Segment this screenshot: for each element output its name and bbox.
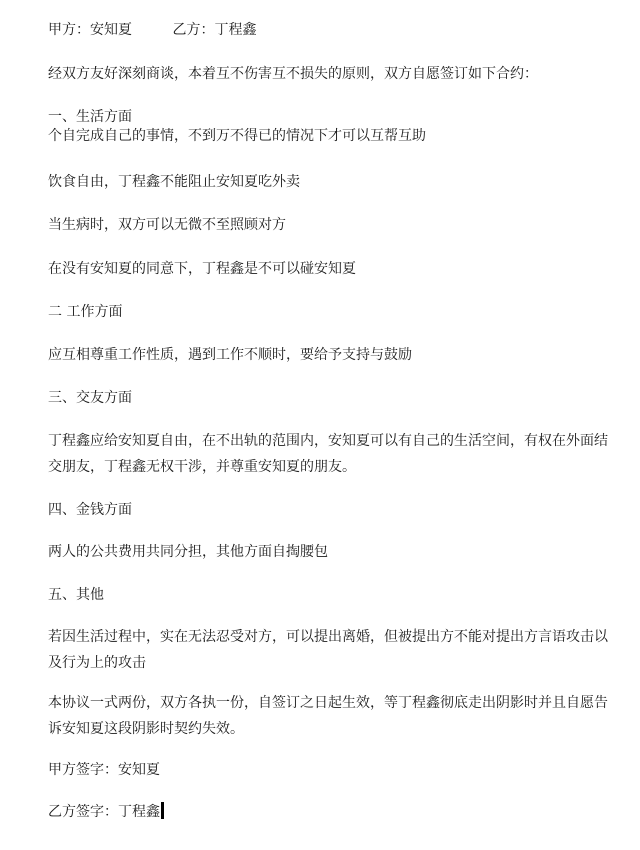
life-clause-3: 当生病时，双方可以无微不至照顾对方 xyxy=(48,217,286,233)
work-clause-1: 应互相尊重工作性质，遇到工作不顺时，要给予支持与鼓励 xyxy=(48,347,412,363)
section-heading-other: 五、其他 xyxy=(48,587,104,603)
party-b-label: 乙方：丁程鑫 xyxy=(172,22,257,38)
section-heading-life: 一、生活方面 xyxy=(48,109,132,125)
section-heading-money: 四、金钱方面 xyxy=(48,502,132,518)
section-heading-work: 二 工作方面 xyxy=(48,304,123,320)
life-clause-4: 在没有安知夏的同意下，丁程鑫是不可以碰安知夏 xyxy=(48,261,356,277)
signature-party-a: 甲方签字：安知夏 xyxy=(48,762,160,778)
other-clause-1: 若因生活过程中，实在无法忍受对方，可以提出离婚，但被提出方不能对提出方言语攻击以及行为上的攻击 xyxy=(48,629,608,671)
text-cursor xyxy=(161,802,164,819)
party-a-label: 甲方：安知夏 xyxy=(48,22,132,38)
section-heading-friends: 三、交友方面 xyxy=(48,390,132,406)
money-clause-1: 两人的公共费用共同分担，其他方面自掏腰包 xyxy=(48,544,328,560)
validity-clause: 本协议一式两份，双方各执一份，自签订之日起生效，等丁程鑫彻底走出阴影时并且自愿告诉安知夏这段阴影时契约失效。 xyxy=(48,695,608,737)
friends-clause-1: 丁程鑫应给安知夏自由，在不出轨的范围内，安知夏可以有自己的生活空间，有权在外面结交朋友，丁程鑫无权干涉，并尊重安知夏的朋友。 xyxy=(48,433,608,475)
parties-header xyxy=(48,17,608,43)
life-clause-2: 饮食自由，丁程鑫不能阻止安知夏吃外卖 xyxy=(48,174,300,190)
signature-party-b: 乙方签字：丁程鑫 xyxy=(48,804,160,820)
intro-text: 经双方友好深刻商谈，本着互不伤害互不损失的原则，双方自愿签订如下合约： xyxy=(48,66,538,82)
signature-party-b-row[interactable] xyxy=(48,799,608,825)
life-clause-1: 个自完成自己的事情，不到万不得已的情况下才可以互帮互助 xyxy=(48,128,426,144)
